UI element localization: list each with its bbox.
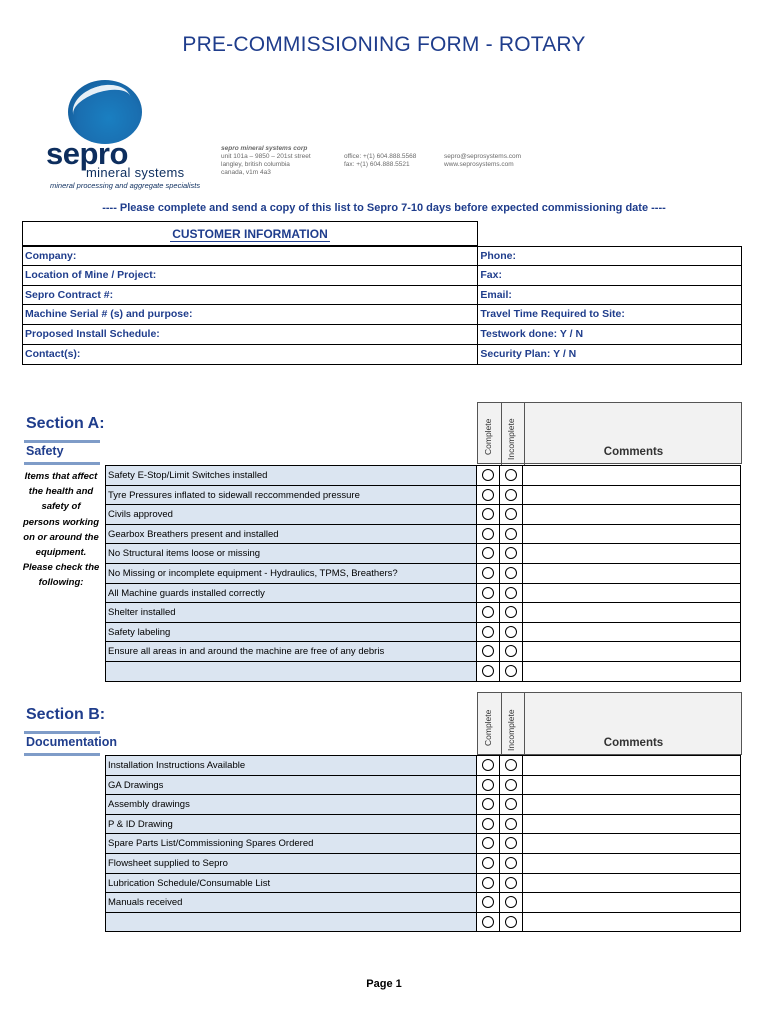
complete-radio-cell: [477, 544, 500, 563]
company-phones: [344, 153, 416, 169]
logo-word: sepro: [46, 136, 128, 171]
complete-radio-cell: [477, 486, 500, 505]
incomplete-radio[interactable]: [505, 469, 517, 481]
complete-radio-cell: [477, 776, 500, 795]
checklist-item: Flowsheet supplied to Sepro: [105, 854, 477, 873]
checklist-item: Civils approved: [105, 505, 477, 524]
company-name: sepro mineral systems corp: [221, 145, 308, 152]
customer-field-label[interactable]: Security Plan: Y / N: [478, 345, 742, 364]
checklist-row: [105, 854, 741, 874]
company-website: www.seprosystems.com: [444, 161, 514, 168]
checklist-item: Manuals received: [105, 893, 477, 912]
section-a-title: Section A:: [26, 415, 105, 432]
customer-info-row: [22, 325, 742, 345]
complete-radio-cell: [477, 525, 500, 544]
address-line: canada, v1m 4a3: [221, 169, 271, 176]
complete-radio[interactable]: [482, 626, 494, 638]
complete-radio-cell: [477, 874, 500, 893]
comments-field[interactable]: [523, 776, 741, 795]
company-web: [444, 153, 521, 169]
incomplete-radio-cell: [500, 874, 523, 893]
complete-radio-cell: [477, 913, 500, 932]
sepro-logo: [46, 80, 216, 190]
incomplete-radio[interactable]: [505, 877, 517, 889]
incomplete-radio-cell: [500, 525, 523, 544]
customer-info-row: [22, 286, 742, 306]
complete-radio-cell: [477, 505, 500, 524]
incomplete-header: Incomplete: [506, 709, 516, 751]
incomplete-radio[interactable]: [505, 626, 517, 638]
customer-field-label[interactable]: Phone:: [478, 247, 742, 265]
section-b-checklist: [105, 755, 741, 932]
comments-field[interactable]: [523, 564, 741, 583]
incomplete-radio[interactable]: [505, 606, 517, 618]
section-a-divider: [24, 462, 100, 465]
complete-radio-cell: [477, 466, 500, 485]
checklist-row: [105, 525, 741, 545]
checklist-row: [105, 505, 741, 525]
incomplete-radio[interactable]: [505, 916, 517, 928]
comments-field[interactable]: [523, 893, 741, 912]
incomplete-radio-cell: [500, 544, 523, 563]
complete-radio-cell: [477, 795, 500, 814]
section-a-divider: [24, 440, 100, 443]
complete-header: Complete: [483, 418, 493, 455]
complete-radio[interactable]: [482, 818, 494, 830]
incomplete-radio[interactable]: [505, 489, 517, 501]
section-a-subtitle: Safety: [26, 444, 64, 458]
checklist-item: Lubrication Schedule/Consumable List: [105, 874, 477, 893]
comments-field[interactable]: [523, 486, 741, 505]
comments-field[interactable]: [523, 854, 741, 873]
comments-field[interactable]: [523, 815, 741, 834]
page-number: Page 1: [366, 978, 402, 990]
comments-field[interactable]: [523, 874, 741, 893]
incomplete-radio-cell: [500, 584, 523, 603]
checklist-row: [105, 874, 741, 894]
customer-field-label[interactable]: Company:: [23, 247, 478, 265]
incomplete-radio[interactable]: [505, 896, 517, 908]
comments-field[interactable]: [523, 642, 741, 661]
comments-field[interactable]: [523, 662, 741, 681]
complete-radio[interactable]: [482, 645, 494, 657]
incomplete-radio-cell: [500, 564, 523, 583]
customer-field-label[interactable]: Travel Time Required to Site:: [478, 305, 742, 324]
checklist-row: [105, 662, 741, 682]
complete-radio-cell: [477, 815, 500, 834]
section-a-checklist: [105, 465, 741, 682]
complete-radio[interactable]: [482, 528, 494, 540]
section-b-header: [477, 692, 742, 755]
complete-radio-cell: [477, 893, 500, 912]
incomplete-radio-cell: [500, 756, 523, 775]
incomplete-radio[interactable]: [505, 528, 517, 540]
complete-radio[interactable]: [482, 779, 494, 791]
complete-radio[interactable]: [482, 916, 494, 928]
checklist-item: Safety labeling: [105, 623, 477, 642]
complete-radio-cell: [477, 564, 500, 583]
section-b-divider: [24, 753, 100, 756]
incomplete-radio-cell: [500, 466, 523, 485]
complete-radio-cell: [477, 603, 500, 622]
logo-tagline: mineral processing and aggregate specialists: [50, 181, 201, 190]
checklist-item: GA Drawings: [105, 776, 477, 795]
incomplete-radio-cell: [500, 486, 523, 505]
comments-header: Comments: [603, 446, 664, 458]
checklist-item: No Missing or incomplete equipment - Hydraulics, TPMS, Breathers?: [105, 564, 477, 583]
incomplete-radio-cell: [500, 815, 523, 834]
checklist-row: [105, 795, 741, 815]
complete-radio[interactable]: [482, 798, 494, 810]
comments-field[interactable]: [523, 505, 741, 524]
complete-radio-cell: [477, 854, 500, 873]
complete-radio[interactable]: [482, 837, 494, 849]
checklist-item: [105, 662, 477, 681]
customer-field-label[interactable]: Contact(s):: [23, 345, 478, 364]
incomplete-radio[interactable]: [505, 857, 517, 869]
comments-field[interactable]: [523, 795, 741, 814]
header-divider: [501, 403, 502, 465]
complete-radio[interactable]: [482, 606, 494, 618]
incomplete-radio[interactable]: [505, 759, 517, 771]
incomplete-radio[interactable]: [505, 665, 517, 677]
customer-field-label[interactable]: Email:: [478, 286, 742, 305]
incomplete-radio[interactable]: [505, 567, 517, 579]
checklist-row: [105, 913, 741, 933]
checklist-row: [105, 486, 741, 506]
complete-radio[interactable]: [482, 489, 494, 501]
complete-radio[interactable]: [482, 857, 494, 869]
incomplete-radio[interactable]: [505, 798, 517, 810]
checklist-row: [105, 642, 741, 662]
checklist-row: [105, 603, 741, 623]
complete-radio-cell: [477, 834, 500, 853]
customer-field-label[interactable]: Sepro Contract #:: [23, 286, 478, 305]
checklist-item: P & ID Drawing: [105, 815, 477, 834]
checklist-item: No Structural items loose or missing: [105, 544, 477, 563]
complete-radio[interactable]: [482, 759, 494, 771]
complete-radio-cell: [477, 756, 500, 775]
complete-radio[interactable]: [482, 547, 494, 559]
safety-note: Items that affect the health and safety of persons working on or around the equipment. Please check the following:: [22, 471, 100, 589]
checklist-row: [105, 756, 741, 776]
comments-field[interactable]: [523, 623, 741, 642]
incomplete-header: Incomplete: [506, 418, 516, 460]
complete-radio[interactable]: [482, 665, 494, 677]
incomplete-radio-cell: [500, 893, 523, 912]
incomplete-radio-cell: [500, 795, 523, 814]
incomplete-radio-cell: [500, 623, 523, 642]
comments-field[interactable]: [523, 756, 741, 775]
office-phone: office: +(1) 604.888.5568: [344, 153, 417, 160]
complete-radio[interactable]: [482, 896, 494, 908]
checklist-item: Installation Instructions Available: [105, 756, 477, 775]
customer-info-heading: CUSTOMER INFORMATION: [172, 227, 328, 241]
checklist-row: [105, 893, 741, 913]
customer-info-row: [22, 345, 742, 365]
customer-info-row: [22, 266, 742, 286]
comments-field[interactable]: [523, 466, 741, 485]
checklist-row: [105, 466, 741, 486]
section-b-divider: [24, 731, 100, 734]
complete-radio[interactable]: [482, 508, 494, 520]
comments-field[interactable]: [523, 584, 741, 603]
customer-info-header: [22, 221, 478, 246]
checklist-row: [105, 815, 741, 835]
customer-info-row: [22, 246, 742, 266]
incomplete-radio-cell: [500, 505, 523, 524]
checklist-item: Assembly drawings: [105, 795, 477, 814]
checklist-item: All Machine guards installed correctly: [105, 584, 477, 603]
incomplete-radio-cell: [500, 913, 523, 932]
comments-field[interactable]: [523, 525, 741, 544]
company-email: sepro@seprosystems.com: [444, 153, 522, 160]
incomplete-radio-cell: [500, 776, 523, 795]
incomplete-radio[interactable]: [505, 779, 517, 791]
incomplete-radio[interactable]: [505, 645, 517, 657]
complete-radio[interactable]: [482, 587, 494, 599]
incomplete-radio-cell: [500, 642, 523, 661]
complete-radio-cell: [477, 642, 500, 661]
customer-info-row: [22, 305, 742, 325]
checklist-item: Safety E-Stop/Limit Switches installed: [105, 466, 477, 485]
fax-number: fax: +(1) 604.888.5521: [344, 161, 410, 168]
company-address: [221, 145, 311, 177]
address-line: unit 101a – 9850 – 201st street: [221, 153, 311, 160]
incomplete-radio[interactable]: [505, 837, 517, 849]
header-divider: [501, 693, 502, 756]
logo-subtitle: mineral systems: [86, 165, 185, 180]
complete-radio-cell: [477, 584, 500, 603]
instructions-notice: ---- Please complete and send a copy of this list to Sepro 7-10 days before expected commissioning date ----: [102, 202, 666, 214]
comments-field[interactable]: [523, 603, 741, 622]
checklist-item: Shelter installed: [105, 603, 477, 622]
section-b-subtitle: Documentation: [26, 735, 117, 749]
checklist-row: [105, 544, 741, 564]
incomplete-radio-cell: [500, 834, 523, 853]
comments-header: Comments: [603, 737, 664, 749]
complete-radio-cell: [477, 662, 500, 681]
checklist-item: [105, 913, 477, 932]
complete-radio[interactable]: [482, 877, 494, 889]
complete-header: Complete: [483, 709, 493, 746]
section-a-header: [477, 402, 742, 464]
incomplete-radio[interactable]: [505, 587, 517, 599]
checklist-row: [105, 623, 741, 643]
comments-field[interactable]: [523, 544, 741, 563]
comments-field[interactable]: [523, 913, 741, 932]
customer-field-label[interactable]: Testwork done: Y / N: [478, 325, 742, 344]
checklist-item: Tyre Pressures inflated to sidewall reccommended pressure: [105, 486, 477, 505]
incomplete-radio[interactable]: [505, 508, 517, 520]
checklist-row: [105, 584, 741, 604]
checklist-item: Gearbox Breathers present and installed: [105, 525, 477, 544]
checklist-item: Ensure all areas in and around the machine are free of any debris: [105, 642, 477, 661]
address-line: langley, british columbia: [221, 161, 290, 168]
complete-radio-cell: [477, 623, 500, 642]
incomplete-radio[interactable]: [505, 818, 517, 830]
form-title: PRE-COMMISSIONING FORM - ROTARY: [182, 33, 586, 56]
incomplete-radio-cell: [500, 603, 523, 622]
complete-radio[interactable]: [482, 469, 494, 481]
customer-field-label[interactable]: Machine Serial # (s) and purpose:: [23, 305, 478, 324]
complete-radio[interactable]: [482, 567, 494, 579]
customer-field-label[interactable]: Location of Mine / Project:: [23, 266, 478, 285]
customer-info-table: [22, 221, 742, 365]
section-b-title: Section B:: [26, 706, 106, 723]
comments-field[interactable]: [523, 834, 741, 853]
checklist-item: Spare Parts List/Commissioning Spares Ordered: [105, 834, 477, 853]
checklist-row: [105, 564, 741, 584]
customer-field-label[interactable]: Fax:: [478, 266, 742, 285]
checklist-row: [105, 834, 741, 854]
incomplete-radio-cell: [500, 662, 523, 681]
incomplete-radio-cell: [500, 854, 523, 873]
incomplete-radio[interactable]: [505, 547, 517, 559]
checklist-row: [105, 776, 741, 796]
customer-field-label[interactable]: Proposed Install Schedule:: [23, 325, 478, 344]
